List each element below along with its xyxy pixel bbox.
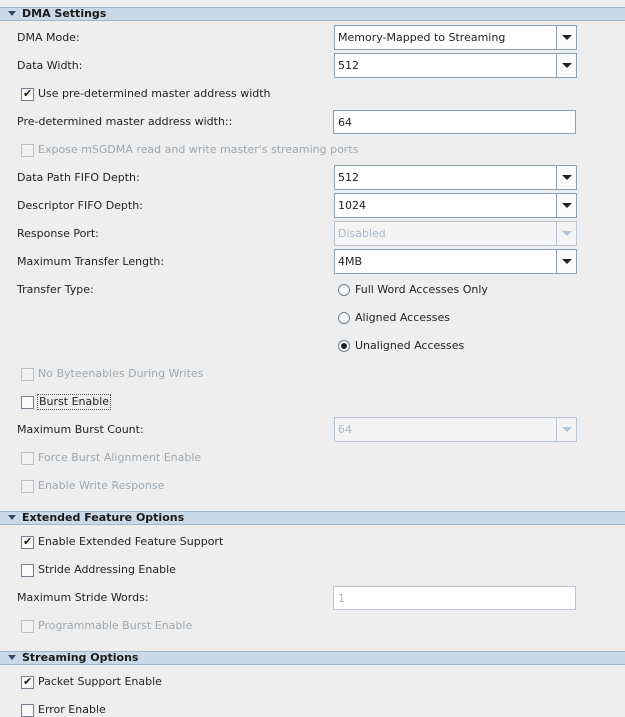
checkbox-label: Programmable Burst Enable: [38, 619, 193, 632]
checkbox-label: Burst Enable: [39, 395, 110, 408]
chevron-down-icon: [562, 259, 572, 264]
transfer-type-label: Transfer Type:: [17, 283, 94, 296]
response-port-label: Response Port:: [17, 227, 99, 240]
checkbox-label: Stride Addressing Enable: [38, 563, 176, 576]
predetermined-width-field[interactable]: [333, 110, 576, 134]
chevron-down-icon: [562, 175, 572, 180]
dma-mode-value: Memory-Mapped to Streaming: [338, 31, 506, 44]
max-transfer-length-select[interactable]: [334, 249, 577, 274]
section-title: Extended Feature Options: [22, 511, 185, 524]
section-title: DMA Settings: [22, 7, 107, 20]
dropdown-button[interactable]: [556, 222, 576, 245]
max-stride-words-value: 1: [338, 592, 345, 605]
dropdown-button[interactable]: [556, 418, 576, 441]
collapse-triangle-icon[interactable]: [8, 655, 16, 660]
data-width-select[interactable]: [334, 53, 577, 78]
checkbox-label: Packet Support Enable: [38, 675, 162, 688]
checkbox-label: Error Enable: [38, 703, 106, 716]
checkbox-label: Enable Extended Feature Support: [38, 535, 224, 548]
dma-mode-select[interactable]: [334, 25, 577, 50]
section-header-dma-settings[interactable]: [0, 7, 625, 21]
checkbox-box[interactable]: [21, 368, 34, 381]
chevron-down-icon: [562, 231, 572, 236]
dropdown-button[interactable]: [556, 54, 576, 77]
response-port-select[interactable]: [334, 221, 577, 246]
data-path-fifo-depth-select[interactable]: [334, 165, 577, 190]
section-title: Streaming Options: [22, 651, 139, 664]
dropdown-button[interactable]: [556, 194, 576, 217]
descriptor-fifo-depth-label: Descriptor FIFO Depth:: [17, 199, 143, 212]
predetermined-width-label: Pre-determined master address width::: [17, 115, 233, 128]
max-stride-words-field[interactable]: [333, 586, 576, 610]
collapse-triangle-icon[interactable]: [8, 515, 16, 520]
max-transfer-length-value: 4MB: [338, 255, 363, 268]
checkbox-label: Expose mSGDMA read and write master's streaming ports: [38, 143, 359, 156]
radio-label: Full Word Accesses Only: [355, 283, 488, 296]
dropdown-button[interactable]: [556, 166, 576, 189]
checkbox-label: Enable Write Response: [38, 479, 165, 492]
data-width-value: 512: [338, 59, 359, 72]
radio-button[interactable]: [338, 284, 350, 296]
chevron-down-icon: [562, 35, 572, 40]
section-header-streaming-options[interactable]: [0, 651, 625, 665]
dropdown-button[interactable]: [556, 250, 576, 273]
checkbox-label: Use pre-determined master address width: [38, 87, 271, 100]
radio-button-selected[interactable]: [338, 340, 350, 352]
section-header-extended-feature-options[interactable]: [0, 511, 625, 525]
max-burst-count-value: 64: [338, 423, 352, 436]
checkbox-box[interactable]: [21, 620, 34, 633]
max-stride-words-label: Maximum Stride Words:: [17, 591, 149, 604]
checkbox-box[interactable]: [21, 564, 34, 577]
data-width-label: Data Width:: [17, 59, 83, 72]
max-burst-count-select[interactable]: [334, 417, 577, 442]
check-icon[interactable]: [21, 676, 34, 689]
chevron-down-icon: [562, 427, 572, 432]
checkbox-box[interactable]: [21, 396, 34, 409]
dropdown-button[interactable]: [556, 26, 576, 49]
max-burst-count-label: Maximum Burst Count:: [17, 423, 144, 436]
radio-button[interactable]: [338, 312, 350, 324]
checkbox-box[interactable]: [21, 480, 34, 493]
checkbox-label: No Byteenables During Writes: [38, 367, 204, 380]
radio-label: Unaligned Accesses: [355, 339, 465, 352]
radio-label: Aligned Accesses: [355, 311, 450, 324]
collapse-triangle-icon[interactable]: [8, 11, 16, 16]
check-icon[interactable]: [21, 88, 34, 101]
dma-mode-label: DMA Mode:: [17, 31, 80, 44]
data-path-fifo-depth-value: 512: [338, 171, 359, 184]
checkbox-box[interactable]: [21, 704, 34, 717]
predetermined-width-value: 64: [338, 116, 352, 129]
checkbox-box[interactable]: [21, 144, 34, 157]
checkbox-box[interactable]: [21, 452, 34, 465]
check-icon[interactable]: [21, 536, 34, 549]
descriptor-fifo-depth-select[interactable]: [334, 193, 577, 218]
data-path-fifo-depth-label: Data Path FIFO Depth:: [17, 171, 140, 184]
max-transfer-length-label: Maximum Transfer Length:: [17, 255, 165, 268]
response-port-value: Disabled: [338, 227, 386, 240]
checkbox-label: Force Burst Alignment Enable: [38, 451, 202, 464]
chevron-down-icon: [562, 63, 572, 68]
descriptor-fifo-depth-value: 1024: [338, 199, 366, 212]
chevron-down-icon: [562, 203, 572, 208]
